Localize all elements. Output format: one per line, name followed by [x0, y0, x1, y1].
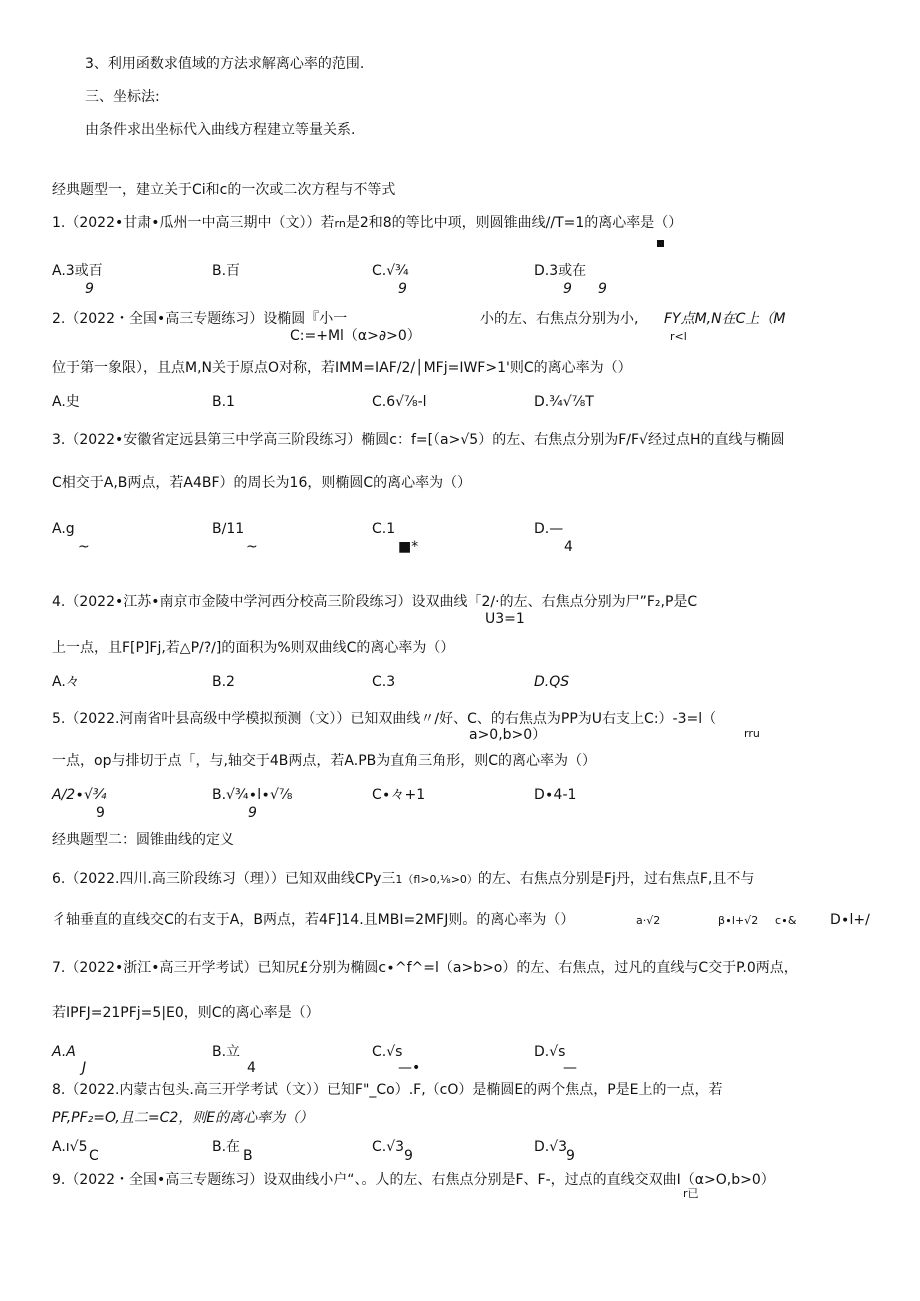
q6-line1: [52, 870, 754, 889]
q6-option-d: D∙l+∕: [830, 912, 870, 928]
q7-option-b: B.立: [212, 1044, 241, 1060]
q4-option-b: B.2: [212, 674, 235, 690]
q7-option-a: A.A: [52, 1044, 76, 1060]
q3-under-a: ~: [78, 539, 90, 555]
q5-option-b: B.√¾∙l∙√⅞: [212, 787, 293, 803]
q7-option-d: D.√s: [534, 1044, 566, 1060]
q4-line1-sub: U3=1: [485, 611, 525, 627]
q5-under-a: 9: [96, 805, 105, 821]
q8-option-d: D.√3: [534, 1139, 568, 1155]
q2-line1b: 小的左、右焦点分别为小,: [480, 311, 639, 327]
section-3-title: 三、坐标法:: [85, 89, 160, 105]
q9-line1-sub: r已: [683, 1187, 699, 1200]
q8-after-b: B: [243, 1148, 253, 1164]
q1-under-d2: 9: [598, 281, 607, 297]
q8-option-b: B.在: [212, 1139, 241, 1155]
q6-option-a: a·√2: [636, 914, 661, 927]
q2-line1c: FY点M,N在C上（M: [664, 311, 786, 327]
q2-option-b: B.1: [212, 394, 235, 410]
q2-line1a: 2.（2022・全国•高三专题练习）设椭圆『小一: [52, 311, 348, 327]
q1-under-a: 9: [85, 281, 94, 297]
q2-option-c: C.6√⅞-l: [372, 394, 427, 410]
q4-line2: 上一点，且F[P]Fj,若△P∕?∕]的面积为%则双曲线C的离心率为（）: [52, 640, 455, 656]
q5-option-c: C∙々+1: [372, 787, 426, 803]
q2-line2: 位于第一象限），且点M,N关于原点O对称，若IMM=IAF/2∕│MFj=IWF>1'则C的离心率为（）: [52, 360, 632, 376]
q8-after-c: 9: [404, 1148, 413, 1164]
q8-option-a: A.ı√5: [52, 1139, 88, 1155]
q1-option-c: C.√¾: [372, 263, 409, 279]
q5-line1: 5.（2022.河南省叶县高级中学模拟预测（文））已知双曲线〃∕好、C、的右焦点为PP为U右支上C:）-3=l（: [52, 711, 717, 727]
q3-line1: 3.（2022•安徽省定远县第三中学高三阶段练习）椭圆c：f=[（a>√5）的左、右焦点分别为F∕F√经过点H的直线与椭圆: [52, 432, 785, 448]
q8-line2: PF,PF₂=O,且二=C2，则E的离心率为（）: [52, 1110, 314, 1126]
q6-line1b: 的左、右焦点分别是Fj丹，过右焦点F,且不与: [477, 871, 755, 887]
q5-under-b: 9: [248, 805, 257, 821]
q3-under-b: ~: [246, 539, 258, 555]
q8-after-a: C: [89, 1148, 99, 1164]
q3-under-d: 4: [564, 539, 573, 555]
q7-under-d: —: [563, 1060, 577, 1076]
type1-title: 经典题型一，建立关于Ci和c的一次或二次方程与不等式: [52, 182, 396, 198]
q1-option-d: D.3或在: [534, 263, 587, 279]
q6-option-b: β∙l+√2: [718, 914, 759, 927]
q1-text-b: 是2和8的等比中项，则圆锥曲线//T=1的离心率是（）: [345, 215, 683, 231]
q5-line1-sub: a>0,b>0）: [469, 727, 547, 743]
q4-option-d: D.QS: [534, 674, 570, 690]
q7-under-b: 4: [247, 1060, 256, 1076]
q1-text: [52, 214, 682, 233]
q6-option-c: c∙&: [775, 914, 797, 927]
section-3-text: 由条件求出坐标代入曲线方程建立等量关系.: [85, 122, 356, 138]
intro-line-3: 3、利用函数求值域的方法求解离心率的范围.: [85, 56, 365, 72]
q7-line2: 若IPFJ=21PFj=5|E0，则C的离心率是（）: [52, 1005, 320, 1021]
q5-line2: 一点，op与排切于点「，与,轴交于4B两点，若A.PB为直角三角形，则C的离心率为（）: [52, 753, 597, 769]
q3-option-a: A.g: [52, 521, 75, 537]
q9-line1: 9.（2022・全国•高三专题练习）设双曲线小户“、。人的左、右焦点分别是F、F-，过点的直线交双曲I（α>O,b>0）: [52, 1172, 775, 1188]
q2-line1-sub: C:=+Ml（α>∂>0）: [290, 328, 421, 344]
q7-under-a: J: [82, 1060, 87, 1076]
q2-option-d: D.¾√⅞T: [534, 394, 594, 410]
q8-option-c: C.√3: [372, 1139, 405, 1155]
q8-after-d: 9: [566, 1148, 575, 1164]
q2-line1-sub2: r<l: [670, 330, 687, 343]
q5-line1-sub2: rru: [744, 727, 760, 740]
q1-option-b: B.百: [212, 263, 241, 279]
q4-line1: 4.（2022•江苏•南京市金陵中学河西分校高三阶段练习）设双曲线「2∕·的左、右焦点分别为尸”F₂,P是C: [52, 594, 698, 610]
q8-line1: 8.（2022.内蒙古包头.高三开学考试（文））已知F"_Co）.F,（cO）是椭圆E的两个焦点，P是E上的一点，若: [52, 1082, 723, 1098]
q3-option-b: B∕11: [212, 521, 245, 537]
q1-option-a: A.3或百: [52, 263, 103, 279]
q3-line2: C相交于A,B两点，若A4BF）的周长为16，则椭圆C的离心率为（）: [52, 475, 472, 491]
q4-option-c: C.3: [372, 674, 396, 690]
q5-option-d: D∙4-1: [534, 787, 577, 803]
q7-option-c: C.√s: [372, 1044, 403, 1060]
q7-line1: 7.（2022•浙江•高三开学考试）已知尻£分别为椭圆c∙^f^=l（a>b>o）的左、右焦点，过凡的直线与C交于P.0两点，: [52, 960, 798, 976]
q6-line2: 彳轴垂直的直线交C的右支于A，B两点，若4F]14.且MBI=2MFJ则。的离心率为（）: [52, 912, 575, 928]
q1-mark: [657, 234, 664, 252]
q6-line1-sub: 1（fl>0,⅛>0）: [395, 873, 478, 886]
q6-line1a: 6.（2022.四川.高三阶段练习（理））已知双曲线CPy三: [52, 871, 396, 887]
q3-option-d: D.—: [534, 521, 564, 537]
q4-option-a: A.々: [52, 674, 80, 690]
q3-under-c: ■*: [398, 539, 419, 555]
q2-option-a: A.史: [52, 394, 80, 410]
q1-text-a: 1.（2022•甘肃•瓜州一中高三期中（文））若: [52, 215, 335, 231]
q5-option-a: A∕2∙√¾: [52, 787, 107, 803]
type2-title: 经典题型二：圆锥曲线的定义: [52, 832, 234, 848]
q1-sub: rn: [334, 217, 346, 230]
q1-under-d1: 9: [563, 281, 572, 297]
q3-option-c: C.1: [372, 521, 396, 537]
q7-under-c: —•: [398, 1060, 421, 1076]
q1-under-c: 9: [398, 281, 407, 297]
